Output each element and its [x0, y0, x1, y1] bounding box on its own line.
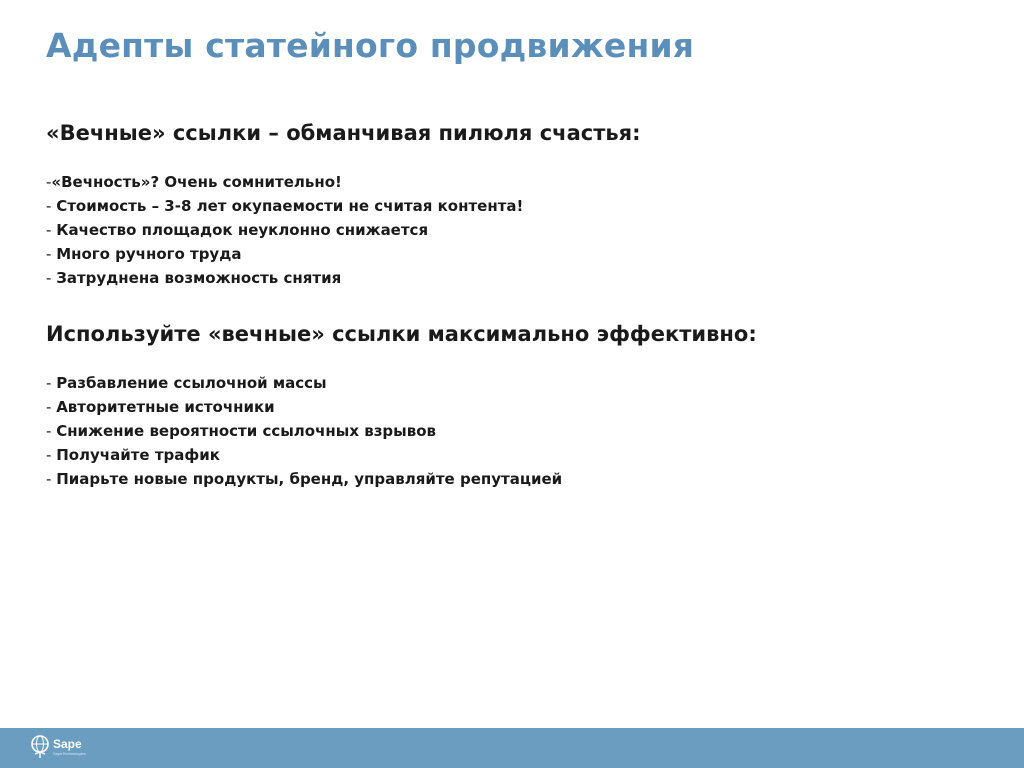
list-item — [46, 218, 523, 242]
slide-title: Адепты статейного продвижения — [46, 26, 695, 65]
list-item-text: Стоимость – 3-8 лет окупаемости не считая контента! — [56, 197, 524, 215]
list-item — [46, 443, 562, 467]
bullet-dash: - — [46, 173, 52, 191]
bullet-dash: - — [46, 374, 57, 392]
list-item — [46, 242, 523, 266]
bullet-dash: - — [46, 221, 57, 239]
list-item — [46, 170, 523, 194]
list-item — [46, 467, 562, 491]
list-item-text: Авторитетные источники — [56, 398, 275, 416]
list-item — [46, 371, 562, 395]
list-item-text: Много ручного труда — [56, 245, 242, 263]
list-item-text: Снижение вероятности ссылочных взрывов — [56, 422, 437, 440]
sape-logo — [30, 734, 86, 760]
logo-word: Sape — [53, 737, 82, 751]
bullet-dash: - — [46, 446, 57, 464]
bullet-dash: - — [46, 422, 57, 440]
list-item-text: Затруднена возможность снятия — [56, 269, 342, 287]
bullet-dash: - — [46, 398, 57, 416]
effective-use-list — [46, 371, 562, 491]
sape-globe-icon — [30, 734, 50, 760]
bullet-dash: - — [46, 269, 57, 287]
list-item — [46, 194, 523, 218]
list-item — [46, 266, 523, 290]
bullet-dash: - — [46, 470, 57, 488]
list-item-text: Получайте трафик — [56, 446, 220, 464]
logo-subtitle: SapeTechnologies — [53, 751, 86, 756]
section-heading-use-effectively: Используйте «вечные» ссылки максимально эффективно: — [46, 322, 757, 346]
bullet-dash: - — [46, 197, 57, 215]
eternal-links-drawbacks-list — [46, 170, 523, 290]
footer-bar — [0, 728, 1024, 768]
list-item — [46, 395, 562, 419]
bullet-dash: - — [46, 245, 57, 263]
list-item — [46, 419, 562, 443]
section-heading-eternal-links: «Вечные» ссылки – обманчивая пилюля счастья: — [46, 121, 641, 145]
list-item-text: Пиарьте новые продукты, бренд, управляйте репутацией — [56, 470, 563, 488]
list-item-text: Качество площадок неуклонно снижается — [56, 221, 429, 239]
logo-text — [53, 738, 86, 756]
list-item-text: Разбавление ссылочной массы — [56, 374, 327, 392]
list-item-text: «Вечность»? Очень сомнительно! — [51, 173, 342, 191]
